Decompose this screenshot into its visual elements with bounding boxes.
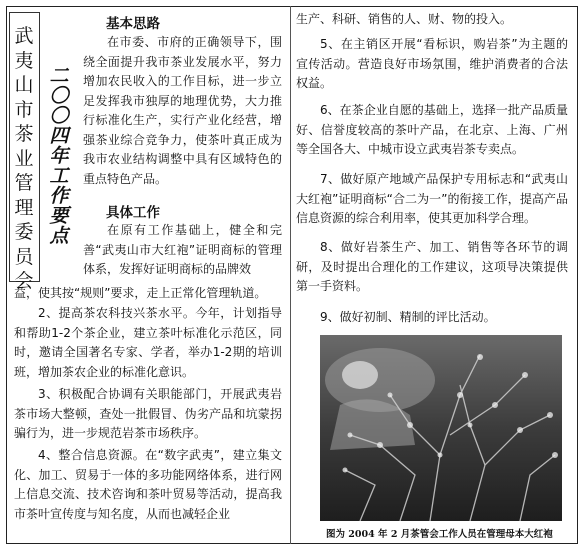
vertical-title: 武夷山市茶业管理委员会 (14, 25, 34, 292)
item-7: 7、做好原产地域产品保护专用标志和“武夷山大红袍”证明商标“合二为一”的衔接工作，提高产品信息资源的综合利用率，使其更加科学合理。 (296, 172, 568, 225)
column-divider (290, 6, 291, 544)
tea-bush-photo (320, 335, 562, 521)
paragraph-basic-approach: 在市委、市府的正确领导下，围绕全面提升我市茶业发展水平，努力增加农民收入的工作目标，进一步立足发挥我市独厚的地理优势，大力推行标准化生产，实行产业化经营，增强茶业综合竞争力，使茶叶真正成为我市农业结构调整中具有区域特色的重点特色产品。 (83, 35, 282, 186)
item-4: 4、整合信息资源。在“数字武夷”，建立集文化、加工、贸易于一体的多功能网络体系，进行网上信息交流、技术咨询和茶叶贸易等活动，提高我市茶叶宣传度与知名度，从而也减轻企业 (14, 448, 282, 521)
item-5: 5、在主销区开展“看标识，购岩茶”为主题的宣传活动。营造良好市场氛围，维护消费者的合法权益。 (296, 37, 568, 90)
item-9: 9、做好初制、精制的评比活动。 (320, 310, 496, 324)
heading-basic-approach: 基本思路 (106, 16, 160, 32)
item-2: 2、提高茶农科技兴茶水平。今年，计划指导和帮助1-2个茶企业，建立茶叶标准化示范区，同时，邀请全国著名专家、学者，举办1-2期的培训班，增加茶农企业的标准化意识。 (14, 306, 282, 379)
heading-specific-work: 具体工作 (106, 205, 160, 221)
item-1-part-b: 益，使其按“规则”要求，走上正常化管理轨道。 (14, 286, 267, 300)
photo-caption: 图为 2004 年 2 月茶管会工作人员在管理母本大红袍 (326, 529, 553, 540)
vertical-subtitle: 二〇〇四年工作要点 (49, 65, 69, 247)
item-6: 6、在茶企业自愿的基础上，选择一批产品质量好、信誉度较高的茶叶产品，在北京、上海、广州等全国各大、中城市设立武夷岩茶专卖点。 (296, 103, 568, 156)
item-8: 8、做好岩茶生产、加工、销售等各环节的调研，及时提出合理化的工作建议，这项导决策提供第一手资料。 (296, 240, 568, 293)
item-1-part-a: 在原有工作基础上，健全和完善“武夷山市大红袍”证明商标的管理体系，发挥好证明商标的品牌效 (83, 223, 282, 276)
continued-text: 生产、科研、销售的人、财、物的投入。 (296, 12, 513, 26)
item-3: 3、积极配合协调有关职能部门，开展武夷岩茶市场大整顿，查处一批假冒、伪劣产品和坑蒙拐骗行为，进一步规范岩茶市场秩序。 (14, 387, 282, 440)
